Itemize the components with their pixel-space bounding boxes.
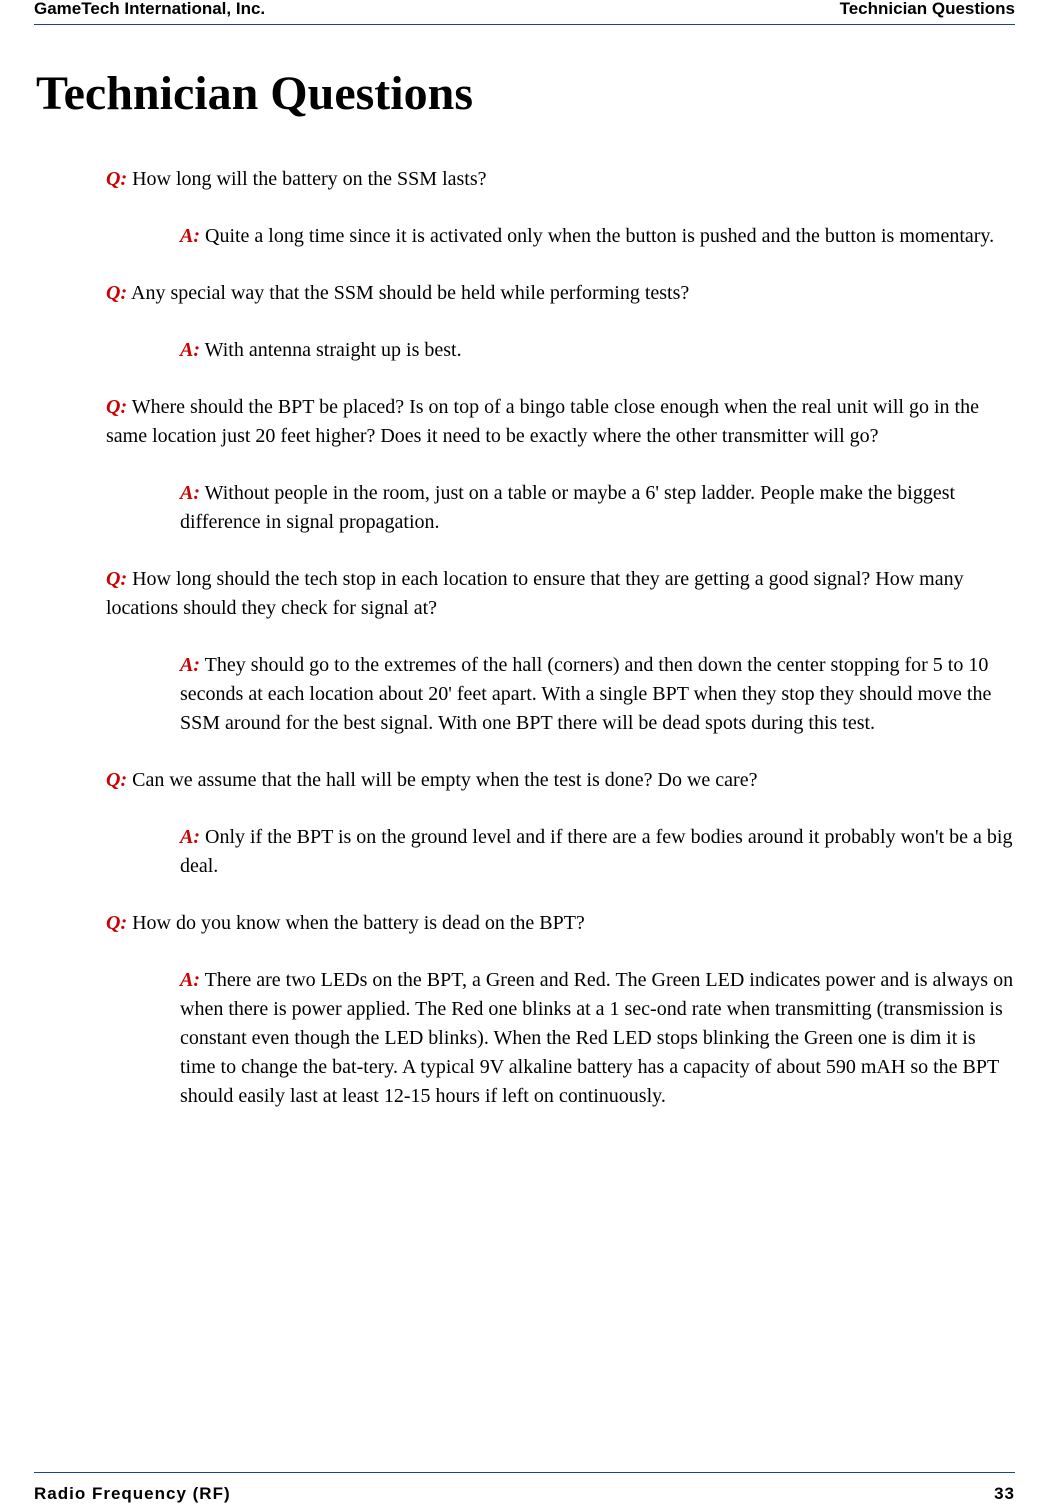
question-text: How long should the tech stop in each location to ensure that they are getting a good signal? How many locations should they check for signal at?	[106, 568, 964, 619]
page-number: 33	[994, 1484, 1015, 1503]
qa-list	[106, 165, 1016, 1139]
question-text: Can we assume that the hall will be empty when the test is done? Do we care?	[132, 769, 758, 791]
header-company: GameTech International, Inc.	[34, 0, 266, 18]
q-marker: Q:	[106, 168, 128, 190]
question-2	[106, 279, 1016, 308]
answer-text: They should go to the extremes of the hall (corners) and then down the center stopping for 5 to 10 seconds at each location about 20' feet apart. With a single BPT when they stop they should move the SSM around for the best signal. With one BPT there will be dead spots during this test.	[180, 654, 992, 734]
footer-chapter: Radio Frequency (RF)	[34, 1484, 231, 1503]
question-1	[106, 165, 1016, 194]
a-marker: A:	[180, 482, 200, 504]
q-marker: Q:	[106, 912, 128, 934]
answer-5	[180, 823, 1016, 881]
q-marker: Q:	[106, 769, 128, 791]
q-marker: Q:	[106, 568, 128, 590]
question-4	[106, 565, 1016, 623]
question-text: Any special way that the SSM should be held while performing tests?	[131, 282, 690, 304]
q-marker: Q:	[106, 396, 128, 418]
page-header	[34, 0, 1015, 25]
answer-text: Quite a long time since it is activated only when the button is pushed and the button is momentary.	[205, 225, 995, 247]
answer-text: With antenna straight up is best.	[204, 339, 462, 361]
answer-text: There are two LEDs on the BPT, a Green and Red. The Green LED indicates power and is always on when there is power applied. The Red one blinks at a 1 sec-ond rate when transmitting (transmission is constant even though the LED blinks). When the Red LED stops blinking the Green one is dim it is time to change the bat-tery. A typical 9V alkaline battery has a capacity of about 590 mAH so the BPT should easily last at least 12-15 hours if left on continuously.	[180, 969, 1014, 1107]
question-3	[106, 393, 1016, 451]
answer-1	[180, 222, 1016, 251]
answer-2	[180, 336, 1016, 365]
header-section: Technician Questions	[839, 0, 1015, 18]
q-marker: Q:	[106, 282, 128, 304]
page-title: Technician Questions	[36, 67, 473, 120]
a-marker: A:	[180, 969, 200, 991]
question-text: How long will the battery on the SSM lasts?	[132, 168, 487, 190]
question-5	[106, 766, 1016, 795]
answer-6	[180, 966, 1016, 1111]
a-marker: A:	[180, 826, 200, 848]
a-marker: A:	[180, 654, 200, 676]
answer-text: Without people in the room, just on a table or maybe a 6' step ladder. People make the biggest difference in signal propagation.	[180, 482, 956, 533]
question-6	[106, 909, 1016, 938]
answer-3	[180, 479, 1016, 537]
question-text: How do you know when the battery is dead on the BPT?	[132, 912, 585, 934]
a-marker: A:	[180, 225, 200, 247]
page-footer	[34, 1472, 1015, 1503]
answer-text: Only if the BPT is on the ground level and if there are a few bodies around it probably won't be a big deal.	[180, 826, 1013, 877]
a-marker: A:	[180, 339, 200, 361]
answer-4	[180, 651, 1016, 738]
question-text: Where should the BPT be placed? Is on top of a bingo table close enough when the real unit will go in the same location just 20 feet higher? Does it need to be exactly where the other transmitter will go?	[106, 396, 979, 447]
